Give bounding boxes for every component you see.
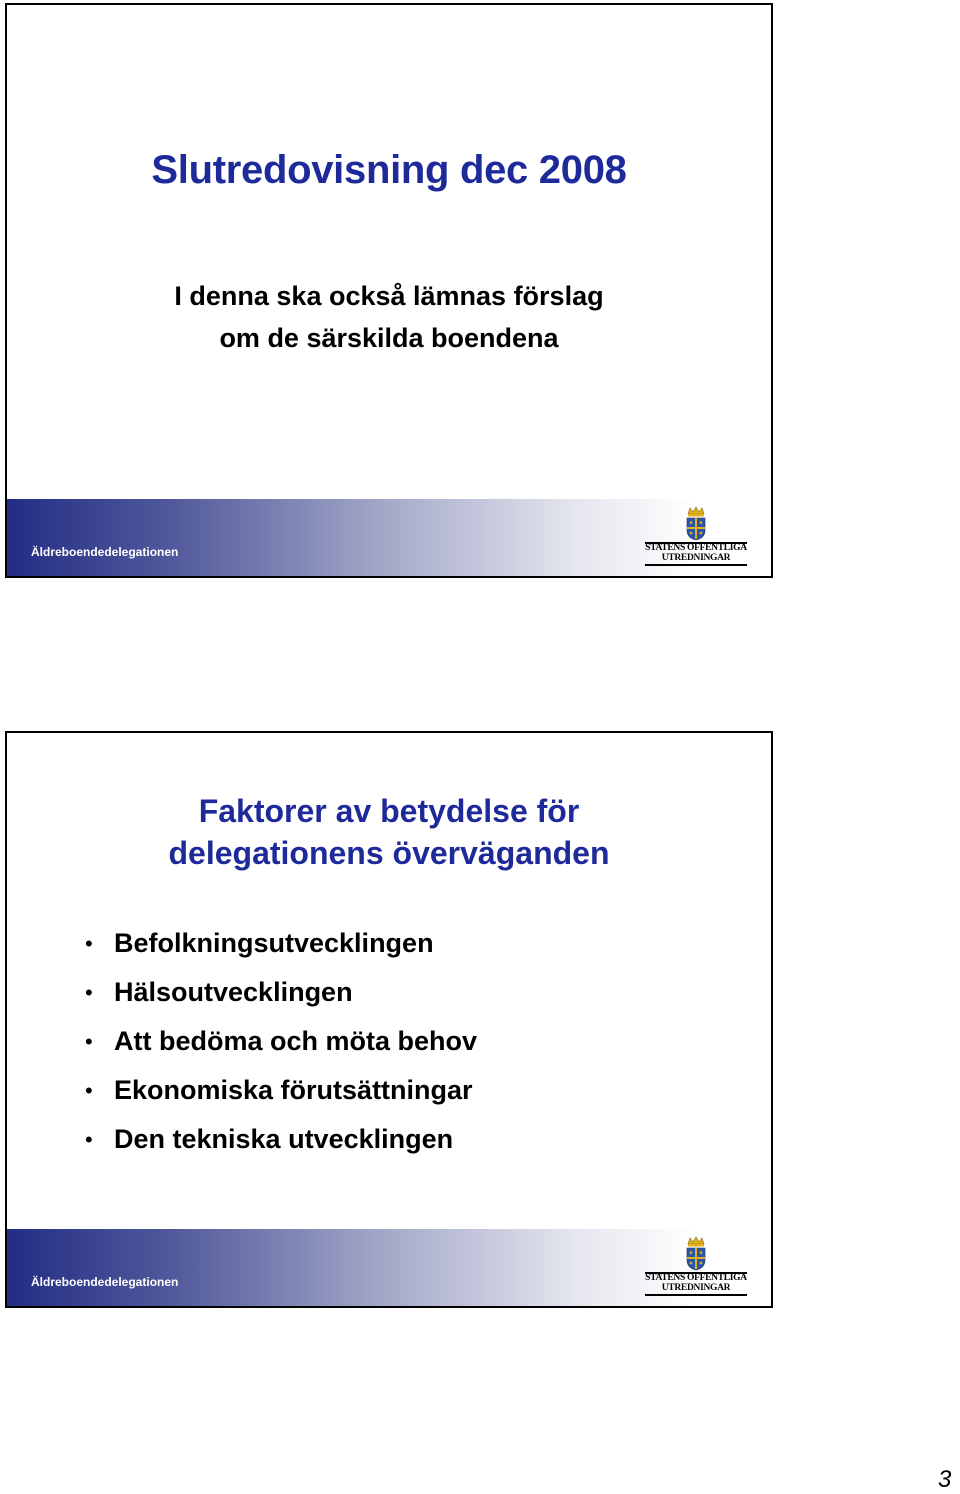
bullet-item: • Att bedöma och möta behov [85,1017,477,1066]
bullet-item: • Befolkningsutvecklingen [85,919,477,968]
sou-logo [643,505,749,567]
bullet-item: • Den tekniska utvecklingen [85,1115,477,1164]
logo-line-1: STATENS OFFENTLIGA [645,1273,747,1283]
title-line-2: delegationens överväganden [168,835,610,871]
slide-footer [7,499,771,576]
title-line-1: Faktorer av betydelse för [198,793,580,829]
body-line-1: I denna ska också lämnas förslag [174,281,604,311]
slide-2 [5,731,773,1308]
logo-line-2: UTREDNINGAR [661,553,731,563]
slide-title [7,790,771,874]
bullet-list [85,919,477,1164]
body-line-2: om de särskilda boendena [219,323,559,353]
bullet-item: • Hälsoutvecklingen [85,968,477,1017]
slide-footer [7,1229,771,1306]
slide-body [7,275,771,359]
footer-organization: Äldreboendedelegationen [31,545,179,559]
logo-line-2: UTREDNINGAR [661,1283,731,1293]
footer-organization: Äldreboendedelegationen [31,1275,179,1289]
slide-1 [5,3,773,578]
crown-emblem-icon [643,505,749,541]
crown-emblem-icon [643,1235,749,1271]
sou-logo [643,1235,749,1297]
page-number: 3 [938,1466,952,1493]
logo-line-1: STATENS OFFENTLIGA [645,543,747,553]
bullet-item: • Ekonomiska förutsättningar [85,1066,477,1115]
slide-title: Slutredovisning dec 2008 [151,148,627,192]
